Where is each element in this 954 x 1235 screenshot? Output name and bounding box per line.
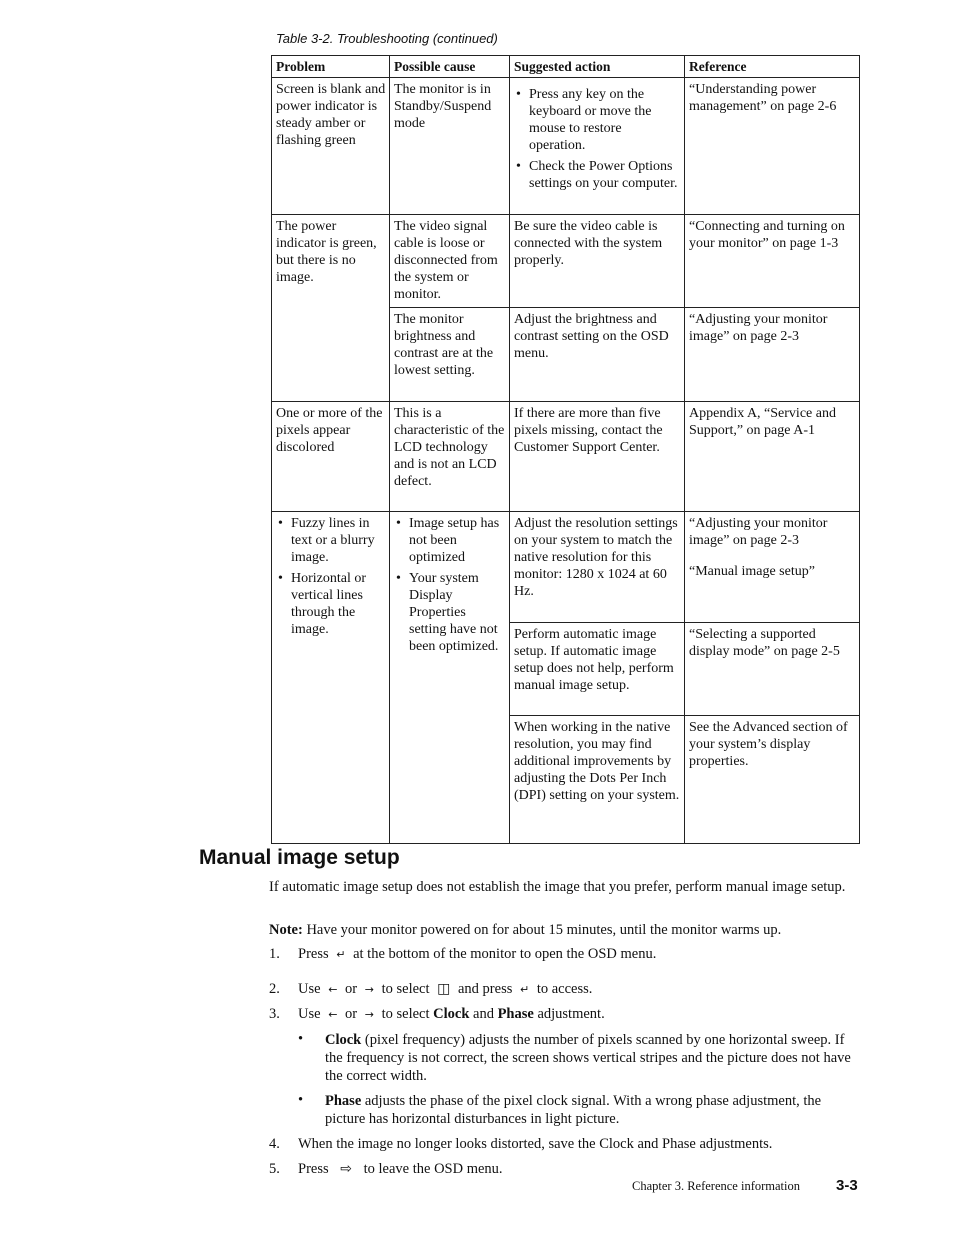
action-cell: Adjust the resolution settings on your system to match the native resolution for this monitor: 1280 x 1024 at 60 Hz. <box>510 512 685 623</box>
step-text: Press <box>298 1161 329 1177</box>
note-text: Have your monitor powered on for about 15 minutes, until the monitor warms up. <box>302 922 782 938</box>
step-3 <box>298 1005 860 1024</box>
left-arrow-icon: ← <box>328 983 338 996</box>
right-arrow-icon: → <box>364 1008 374 1021</box>
cause-cell: This is a characteristic of the LCD technology and is not an LCD defect. <box>390 402 510 512</box>
table-caption: Table 3-2. Troubleshooting (continued) <box>276 31 498 46</box>
image-setup-icon: ◫ <box>437 981 451 997</box>
action-cell: Perform automatic image setup. If automatic image setup does not help, perform manual image setup. <box>510 623 685 716</box>
reference-cell: “Selecting a supported display mode” on page 2-5 <box>685 623 860 716</box>
reference-cell: See the Advanced section of your system’s display properties. <box>685 716 860 844</box>
problem-cell: The power indicator is green, but there is no image. <box>272 215 390 402</box>
reference-cell: “Adjusting your monitor image” on page 2-3 <box>685 308 860 402</box>
step-text: and press <box>458 981 513 997</box>
table-row <box>272 512 860 623</box>
phase-label: Phase <box>325 1093 362 1109</box>
action-item: • Check the Power Options settings on your computer. <box>529 158 681 192</box>
table-row <box>272 78 860 215</box>
problem-cell: One or more of the pixels appear discolored <box>272 402 390 512</box>
step-text: to access. <box>536 981 593 997</box>
step-number: 3. <box>269 1006 280 1022</box>
cause-cell: The video signal cable is loose or disconnected from the system or monitor. <box>390 215 510 308</box>
step-text: Press <box>298 946 329 962</box>
footer-chapter: Chapter 3. Reference information <box>632 1179 800 1193</box>
step-text: to select <box>381 1006 434 1022</box>
cause-cell: The monitor brightness and contrast are at the lowest setting. <box>390 308 510 402</box>
step-number: 4. <box>269 1136 280 1152</box>
step-text: Use <box>298 981 321 997</box>
action-cell <box>510 78 685 215</box>
step-text: or <box>345 1006 358 1022</box>
reference-line: “Adjusting your monitor image” on page 2-3 <box>689 516 828 548</box>
intro-paragraph: If automatic image setup does not establish the image that you prefer, perform manual image setup. <box>269 879 846 895</box>
step-text: adjustment. <box>533 1006 605 1022</box>
enter-icon: ↵ <box>520 983 530 996</box>
step-number: 5. <box>269 1161 280 1177</box>
cause-item: • Image setup has not been optimized <box>409 515 506 566</box>
left-arrow-icon: ← <box>328 1008 338 1021</box>
action-cell: Be sure the video cable is connected with the system properly. <box>510 215 685 308</box>
problem-cell <box>272 512 390 844</box>
problem-item: • Fuzzy lines in text or a blurry image. <box>291 515 386 566</box>
step-text: to select <box>381 981 430 997</box>
reference-cell: “Connecting and turning on your monitor” on page 1-3 <box>685 215 860 308</box>
note-paragraph <box>269 921 859 939</box>
step-1 <box>298 945 860 964</box>
step-text: to leave the OSD menu. <box>363 1161 503 1177</box>
action-item: • Press any key on the keyboard or move the mouse to restore operation. <box>529 86 681 154</box>
action-cell: If there are more than five pixels missing, contact the Customer Support Center. <box>510 402 685 512</box>
reference-cell: “Understanding power management” on page 2-6 <box>685 78 860 215</box>
troubleshooting-table <box>271 55 860 844</box>
bullet: • <box>298 1092 304 1108</box>
problem-cell: Screen is blank and power indicator is steady amber or flashing green <box>272 78 390 215</box>
clock-text: (pixel frequency) adjusts the number of pixels scanned by one horizontal sweep. If the frequency is not correct, the screen shows vertical stripes and the picture does not have the correct width. <box>325 1032 851 1084</box>
header-reference: Reference <box>685 56 860 78</box>
step-5 <box>298 1160 860 1178</box>
phase-text: adjusts the phase of the pixel clock signal. With a wrong phase adjustment, the picture has horizontal disturbances in light picture. <box>325 1093 822 1127</box>
action-cell: Adjust the brightness and contrast setting on the OSD menu. <box>510 308 685 402</box>
clock-term: Clock <box>433 1006 470 1022</box>
clock-description <box>325 1031 859 1085</box>
step-text: or <box>345 981 358 997</box>
section-title: Manual image setup <box>199 846 400 869</box>
problem-item: • Horizontal or vertical lines through the image. <box>291 570 386 638</box>
reference-cell <box>685 512 860 623</box>
cause-item: • Your system Display Properties setting have not been optimized. <box>409 570 506 655</box>
phase-description <box>325 1092 859 1128</box>
reference-cell: Appendix A, “Service and Support,” on page A-1 <box>685 402 860 512</box>
header-cause: Possible cause <box>390 56 510 78</box>
exit-icon: ⇨ <box>340 1161 352 1177</box>
step-number: 1. <box>269 946 280 962</box>
table-header-row <box>272 56 860 78</box>
cause-cell <box>390 512 510 844</box>
step-number: 2. <box>269 981 280 997</box>
header-problem: Problem <box>272 56 390 78</box>
note-label: Note: <box>269 922 303 938</box>
table-row <box>272 402 860 512</box>
step-4: When the image no longer looks distorted, save the Clock and Phase adjustments. <box>298 1136 773 1152</box>
reference-line: “Manual image setup” <box>689 564 815 579</box>
cause-cell: The monitor is in Standby/Suspend mode <box>390 78 510 215</box>
step-text: and <box>469 1006 498 1022</box>
header-action: Suggested action <box>510 56 685 78</box>
step-text: at the bottom of the monitor to open the OSD menu. <box>353 946 657 962</box>
table-row <box>272 215 860 308</box>
step-text: Use <box>298 1006 321 1022</box>
phase-term: Phase <box>497 1006 534 1022</box>
clock-label: Clock <box>325 1032 362 1048</box>
step-2 <box>298 980 860 999</box>
action-cell: When working in the native resolution, you may find additional improvements by adjusting the Dots Per Inch (DPI) setting on your system. <box>510 716 685 844</box>
enter-icon: ↵ <box>336 948 346 961</box>
right-arrow-icon: → <box>364 983 374 996</box>
bullet: • <box>298 1031 304 1047</box>
page-number: 3-3 <box>836 1177 858 1194</box>
